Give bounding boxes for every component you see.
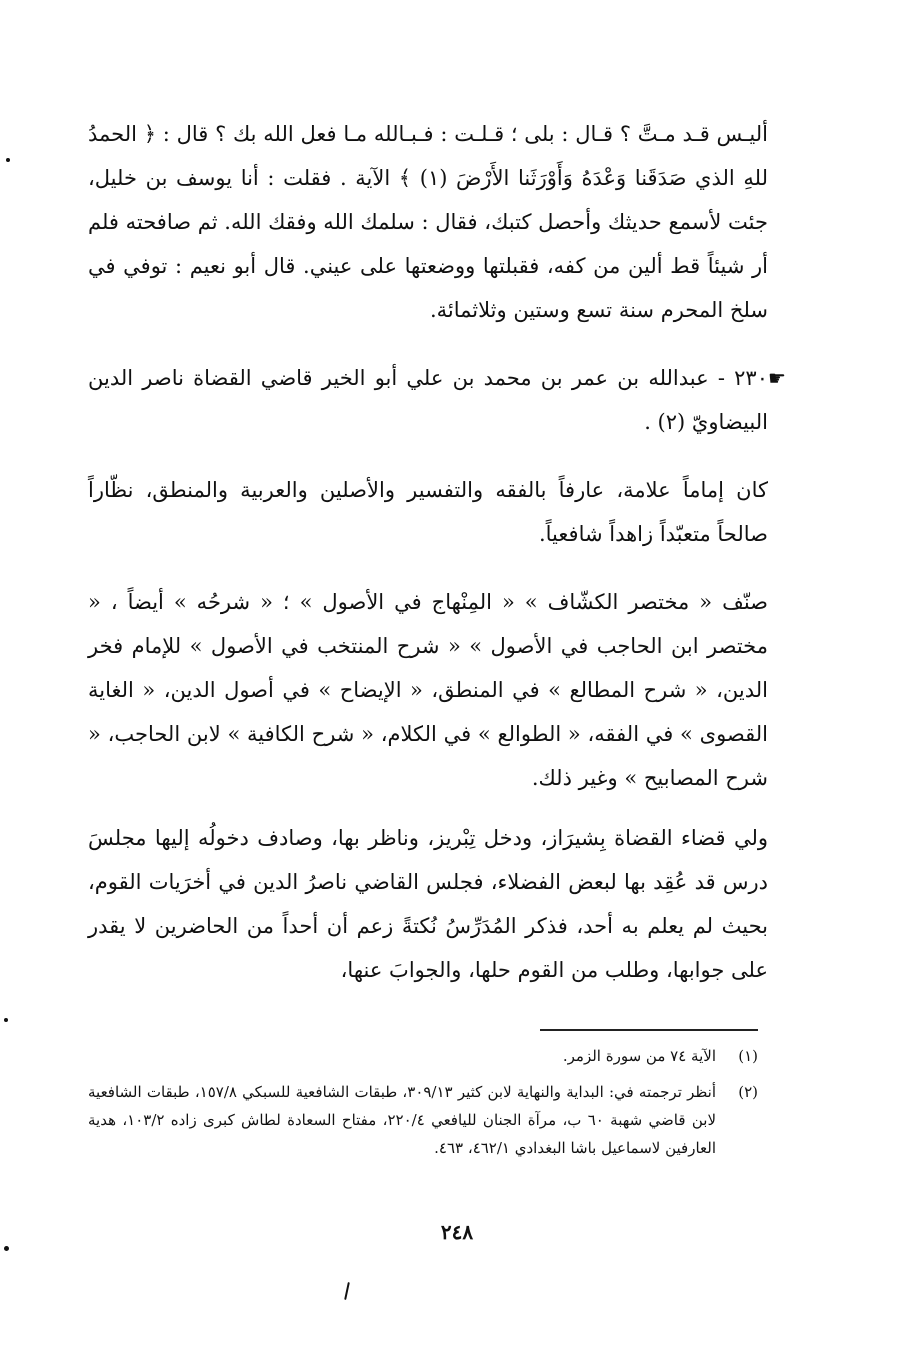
scan-stroke — [344, 1282, 350, 1300]
page-number: ٢٤٨ — [440, 1220, 474, 1244]
footnote-number: (١) — [738, 1047, 758, 1065]
pointing-hand-icon: ☛ — [768, 366, 786, 390]
biography-entry-heading: ٢٣٠ - عبدالله بن عمر بن محمد بن علي أبو الخير قاضي القضاة ناصر الدين البيضاويّ (٢) . — [88, 366, 768, 434]
footnote-text: أنظر ترجمته في: البداية والنهاية لابن كثير ٣٠٩/١٣، طبقات الشافعية للسبكي ١٥٧/٨، طبقات الشافعية لابن قاضي شهبة ٦٠ ب، مرآة الجنان لليافعي ٢٢٠/٤، مفتاح السعادة لطاش كبرى زاده ١٠٣/٢، هدية العارفين لاسماعيل باشا البغدادي ٤٦٢/١، ٤٦٣. — [88, 1083, 717, 1157]
footnote-number: (٢) — [738, 1083, 758, 1101]
footnote-divider — [540, 1029, 758, 1031]
paragraph-works: صنّف « مختصر الكشّاف » « المِنْهاج في الأصول » ؛ « شرحُه » أيضاً ، « مختصر ابن الحاجب في الأصول » « شرح المنتخب في الأصول » للإمام فخر الدين، « شرح المطالع » في المنطق، « الإيضاح » في أصول الدين، « الغاية القصوى » في الفقه، « الطوالع » في الكلام، « شرح الكافية » لابن الحاجب، « شرح المصابيح » وغير ذلك. — [88, 590, 768, 790]
footnote-item — [88, 1042, 758, 1070]
scan-speck — [6, 158, 10, 162]
scan-speck — [4, 1246, 9, 1251]
paragraph-career: ولي قضاء القضاة بِشيرَاز، ودخل تِبْريز، وناظر بها، وصادف دخولُه إليها مجلسَ درس قد عُقِد بها لبعض الفضلاء، فجلس القاضي ناصرُ الدين في أخرَيات القوم، بحيث لم يعلم به أحد، فذكر المُدَرِّسُ نُكتةً زعم أن أحداً من الحاضرين لا يقدر على جوابها، وطلب من القوم حلها، والجوابَ عنها، — [88, 826, 768, 982]
paragraph-narration: أليـس قـد مـتَّ ؟ قـال : بلى ؛ قـلـت : فـبـالله مـا فعل الله بك ؟ قال : ﴿ الحمدُ للهِ الذي صَدَقَنا وَعْدَهُ وَأَوْرَثَنا الأَرْضَ (١) ﴾ الآية . فقلت : أنا يوسف بن خليل، جئت لأسمع حديثك وأحصل كتبك، فقال : سلمك الله وفقك الله. ثم صافحته فلم أر شيئاً قط ألين من كفه، فقبلتها ووضعتها على عيني. قال أبو نعيم : توفي في سلخ المحرم سنة تسع وستين وثلاثمائة. — [88, 122, 768, 322]
footnote-text: الآية ٧٤ من سورة الزمر. — [562, 1047, 716, 1065]
footnotes-section — [88, 1042, 758, 1170]
footnote-item — [88, 1078, 758, 1162]
paragraph-description: كان إماماً علامة، عارفاً بالفقه والتفسير والأصلين والعربية والمنطق، نظّاراً صالحاً متعبّداً زاهداً شافعياً. — [88, 478, 768, 546]
scan-speck — [4, 1018, 8, 1022]
